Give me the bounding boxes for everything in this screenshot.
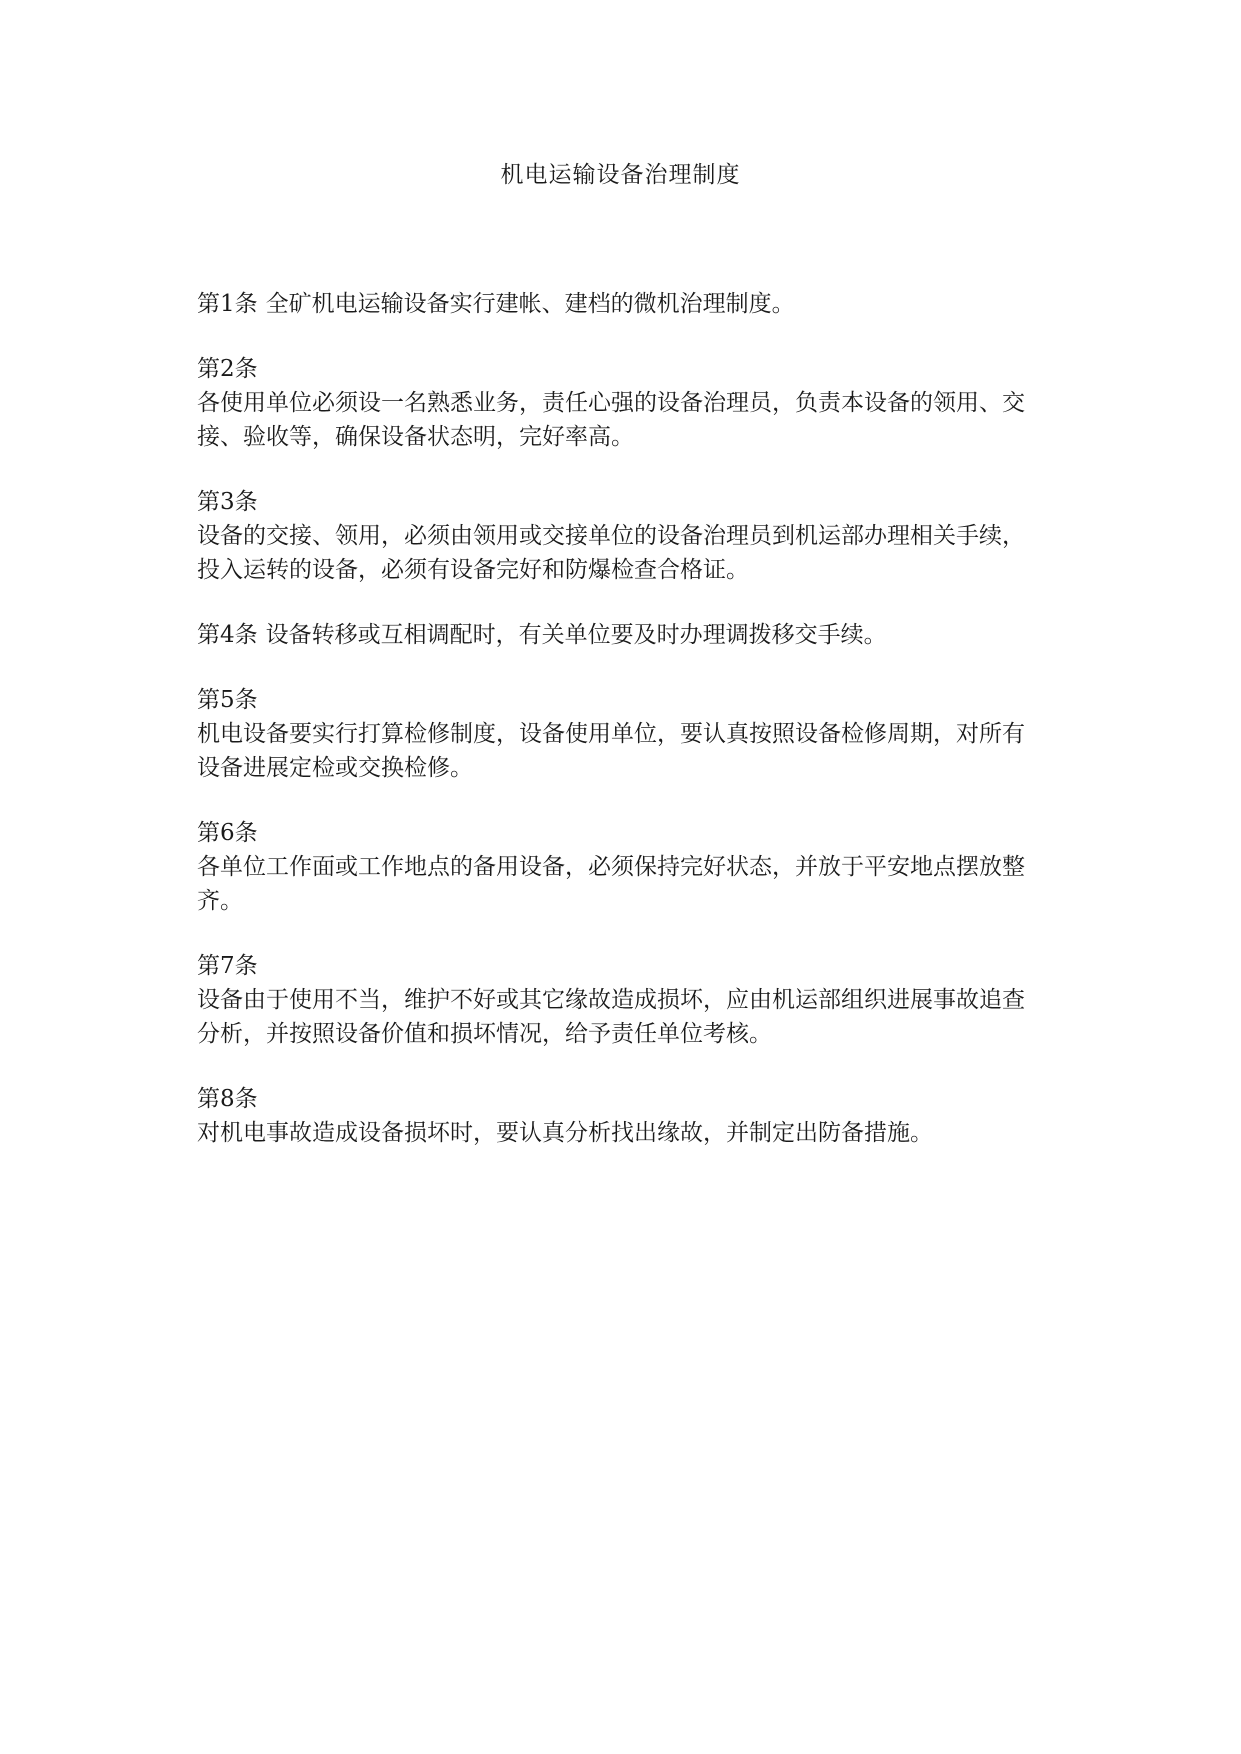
article-7 — [197, 949, 1047, 1051]
article-text: 设备由于使用不当，维护不好或其它缘故造成损坏，应由机运部组织进展事故追查分析，并按照设备价值和损坏情况，给予责任单位考核。 — [197, 987, 1025, 1047]
article-8 — [197, 1082, 1047, 1150]
article-text: 设备转移或互相调配时，有关单位要及时办理调拨移交手续。 — [265, 622, 887, 648]
article-6 — [197, 816, 1047, 918]
article-number: 第7条 — [197, 953, 258, 979]
document-body — [197, 287, 1047, 1181]
article-text: 各使用单位必须设一名熟悉业务，责任心强的设备治理员，负责本设备的领用、交接、验收等，确保设备状态明，完好率高。 — [197, 390, 1025, 450]
article-text: 设备的交接、领用，必须由领用或交接单位的设备治理员到机运部办理相关手续，投入运转的设备，必须有设备完好和防爆检查合格证。 — [197, 523, 1025, 583]
article-number: 第6条 — [197, 820, 258, 846]
article-5 — [197, 683, 1047, 785]
article-4 — [197, 618, 1047, 652]
article-number: 第4条 — [197, 622, 258, 648]
document-title: 机电运输设备治理制度 — [500, 162, 741, 188]
article-text: 各单位工作面或工作地点的备用设备，必须保持完好状态，并放于平安地点摆放整齐。 — [197, 854, 1025, 914]
article-text: 对机电事故造成设备损坏时，要认真分析找出缘故，并制定出防备措施。 — [197, 1120, 933, 1146]
article-number: 第1条 — [197, 291, 258, 317]
article-number: 第2条 — [197, 356, 258, 382]
article-2 — [197, 352, 1047, 454]
article-text: 机电设备要实行打算检修制度，设备使用单位，要认真按照设备检修周期，对所有设备进展定检或交换检修。 — [197, 721, 1025, 781]
article-number: 第3条 — [197, 489, 258, 515]
article-number: 第5条 — [197, 687, 258, 713]
article-number: 第8条 — [197, 1086, 258, 1112]
article-text: 全矿机电运输设备实行建帐、建档的微机治理制度。 — [265, 291, 795, 317]
article-3 — [197, 485, 1047, 587]
article-1 — [197, 287, 1047, 321]
